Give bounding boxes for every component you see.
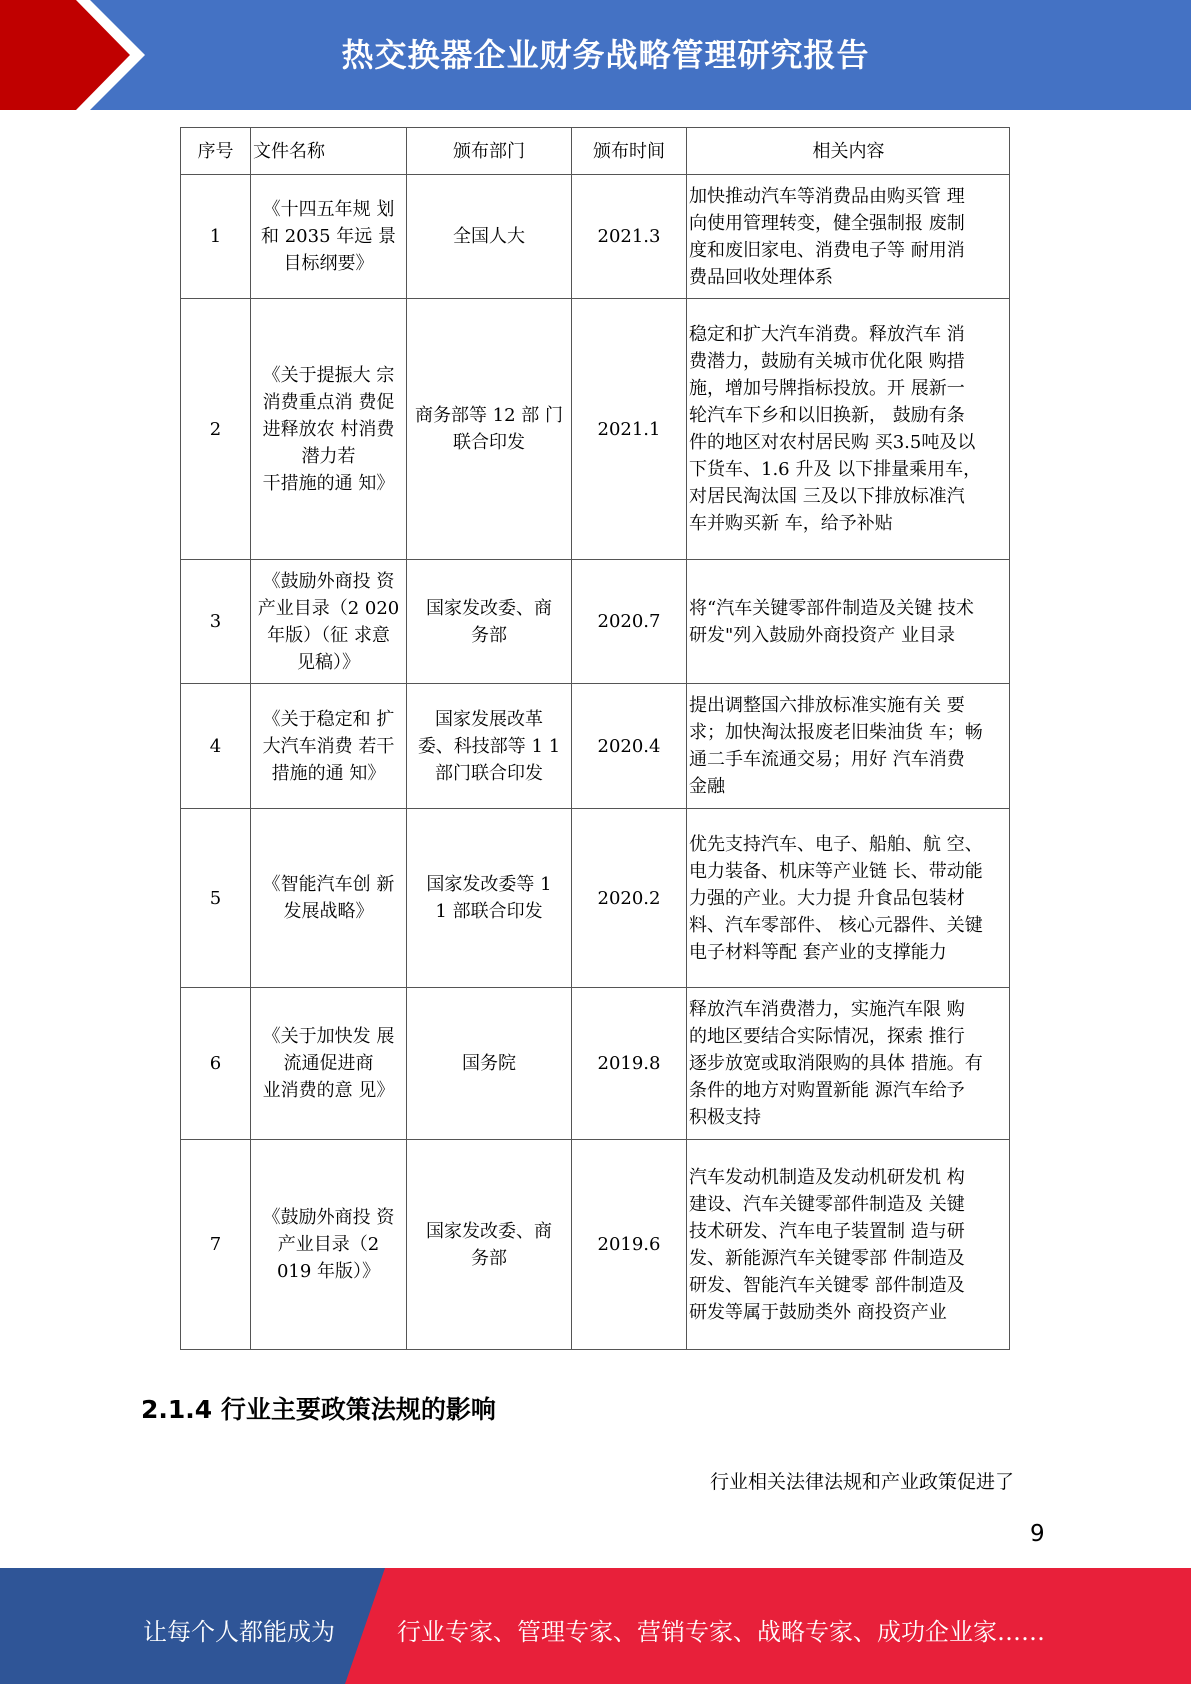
row-content: 加快推动汽车等消费品由购买管 理 向使用管理转变，健全强制报 废制 度和废旧家电、消费电子等 耐用消 费品回收处理体系 xyxy=(687,175,1010,299)
table-row xyxy=(181,560,1010,684)
policy-table xyxy=(180,127,1010,1350)
table-row xyxy=(181,988,1010,1140)
row-name: 《鼓励外商投 资 产业目录（2 020 年版）（征 求意 见稿）》 xyxy=(251,560,407,684)
row-no: 7 xyxy=(181,1140,251,1350)
row-name: 《鼓励外商投 资 产业目录（2 019 年版）》 xyxy=(251,1140,407,1350)
table-row xyxy=(181,1140,1010,1350)
report-title: 热交换器企业财务战略管理研究报告 xyxy=(341,36,870,74)
row-date: 2019.8 xyxy=(572,988,687,1140)
row-date: 2020.7 xyxy=(572,560,687,684)
row-dept: 国家发改委、商 务部 xyxy=(407,560,572,684)
row-dept: 国家发改委、商 务部 xyxy=(407,1140,572,1350)
footer-slogan-right: 行业专家、管理专家、营销专家、战略专家、成功企业家…… xyxy=(397,1618,1045,1646)
row-date: 2021.1 xyxy=(572,299,687,560)
row-date: 2021.3 xyxy=(572,175,687,299)
row-no: 2 xyxy=(181,299,251,560)
row-content: 将“汽车关键零部件制造及关键 技术 研发"列入鼓励外商投资产 业目录 xyxy=(687,560,1010,684)
table-row xyxy=(181,299,1010,560)
table-row xyxy=(181,809,1010,988)
row-content: 优先支持汽车、电子、船舶、航 空、 电力装备、机床等产业链 长、带动能 力强的产业。大力提 升食品包装材 料、汽车零部件、 核心元器件、关键 电子材料等配 套产业的支撑能力 xyxy=(687,809,1010,988)
header-name: 文件名称 xyxy=(251,128,407,175)
row-no: 3 xyxy=(181,560,251,684)
row-name: 《关于加快发 展 流通促进商 业消费的意 见》 xyxy=(251,988,407,1140)
page-header xyxy=(0,0,1191,110)
row-dept: 全国人大 xyxy=(407,175,572,299)
row-date: 2020.4 xyxy=(572,684,687,809)
row-content: 提出调整国六排放标准实施有关 要 求；加快淘汰报废老旧柴油货 车；畅 通二手车流通交易；用好 汽车消费 金融 xyxy=(687,684,1010,809)
row-dept: 商务部等 12 部 门 联合印发 xyxy=(407,299,572,560)
table-header-row xyxy=(181,128,1010,175)
row-no: 6 xyxy=(181,988,251,1140)
row-content: 释放汽车消费潜力，实施汽车限 购 的地区要结合实际情况，探索 推行 逐步放宽或取消限购的具体 措施。有 条件的地方对购置新能 源汽车给予 积极支持 xyxy=(687,988,1010,1140)
section-heading: 2.1.4 行业主要政策法规的影响 xyxy=(141,1395,496,1424)
body-paragraph: 行业相关法律法规和产业政策促进了 xyxy=(710,1471,1015,1493)
page-number: 9 xyxy=(1030,1521,1045,1547)
row-dept: 国家发改委等 1 1 部联合印发 xyxy=(407,809,572,988)
table-row xyxy=(181,684,1010,809)
row-date: 2019.6 xyxy=(572,1140,687,1350)
header-date: 颁布时间 xyxy=(572,128,687,175)
row-dept: 国务院 xyxy=(407,988,572,1140)
header-content: 相关内容 xyxy=(687,128,1010,175)
row-content: 稳定和扩大汽车消费。释放汽车 消 费潜力，鼓励有关城市优化限 购措 施，增加号牌指标投放。开 展新一 轮汽车下乡和以旧换新， 鼓励有条 件的地区对农村居民购 买3.5吨及以 下货车、1.6 升及 以下排量乘用车， 对居民淘汰国 三及以下排放标准汽 车并购买新 车，给予补贴 xyxy=(687,299,1010,560)
row-dept: 国家发展改革 委、科技部等 1 1 部门联合印发 xyxy=(407,684,572,809)
header-no: 序号 xyxy=(181,128,251,175)
row-date: 2020.2 xyxy=(572,809,687,988)
row-name: 《十四五年规 划 和 2035 年远 景 目标纲要》 xyxy=(251,175,407,299)
footer-slogan-left: 让每个人都能成为 xyxy=(143,1618,335,1646)
table-row xyxy=(181,175,1010,299)
header-dept: 颁布部门 xyxy=(407,128,572,175)
row-no: 5 xyxy=(181,809,251,988)
row-name: 《关于稳定和 扩 大汽车消费 若干 措施的通 知》 xyxy=(251,684,407,809)
row-no: 4 xyxy=(181,684,251,809)
row-name: 《关于提振大 宗 消费重点消 费促 进释放农 村消费 潜力若 干措施的通 知》 xyxy=(251,299,407,560)
row-content: 汽车发动机制造及发动机研发机 构 建设、汽车关键零部件制造及 关键 技术研发、汽车电子装置制 造与研 发、新能源汽车关键零部 件制造及 研发、智能汽车关键零 部件制造及 研发等属于鼓励类外 商投资产业 xyxy=(687,1140,1010,1350)
page-footer xyxy=(0,1568,1191,1684)
row-no: 1 xyxy=(181,175,251,299)
row-name: 《智能汽车创 新 发展战略》 xyxy=(251,809,407,988)
